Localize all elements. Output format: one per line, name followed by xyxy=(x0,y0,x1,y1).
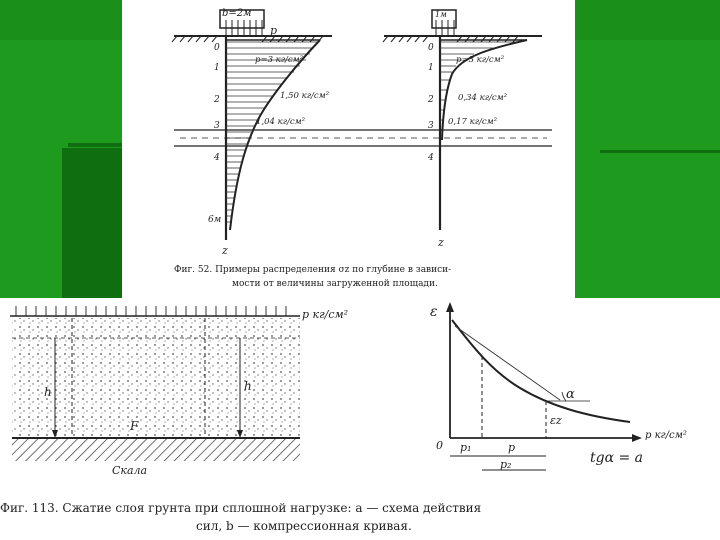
fig113-p2-label: p₂ xyxy=(500,458,512,471)
fig52-left-depth-3: 3 xyxy=(214,121,220,131)
fig52-left-z-axis-label: z xyxy=(222,244,228,257)
fig52-left-diagram xyxy=(172,8,332,257)
fig113-formula: tgα = a xyxy=(590,450,644,466)
figure-113-drawing xyxy=(0,298,720,540)
fig113-height-right: h xyxy=(244,379,252,393)
fig113-rock-label: Скала xyxy=(112,464,148,477)
fig113-caption-line1: Фиг. 113. Сжатие слоя грунта при сплошной нагрузке: a — схема действия xyxy=(0,501,482,515)
fig113-origin-label: 0 xyxy=(436,439,443,452)
fig52-left-pressure-low: 1,04 кг/см² xyxy=(256,117,306,127)
fig113-load-label: p кг/см² xyxy=(302,308,349,321)
fig52-caption-line1: Фиг. 52. Примеры распределения σz по глубине в зависи- xyxy=(174,265,452,275)
fig52-right-pressure-mid: 0,34 кг/см² xyxy=(458,93,508,103)
fig52-left-depth-2: 2 xyxy=(214,95,220,105)
fig113-p-axis-label: p кг/см² xyxy=(645,430,687,441)
fig52-left-pressure-mid: 1,50 кг/см² xyxy=(280,91,330,101)
fig52-left-load-label: p xyxy=(270,24,278,37)
fig113-alpha-label: α xyxy=(566,387,575,402)
fig52-left-depth-1: 1 xyxy=(214,63,220,73)
bg-stripe-dark-2 xyxy=(62,148,122,298)
fig52-right-depth-4: 4 xyxy=(428,153,434,163)
fig52-right-z-axis-label: z xyxy=(438,236,444,249)
fig52-right-depth-0: 0 xyxy=(428,43,434,53)
bg-stripe-light-1 xyxy=(600,150,720,153)
fig52-right-pressure-top: p=3 кг/см² xyxy=(456,55,505,65)
fig52-right-depth-3: 3 xyxy=(428,121,434,131)
fig52-left-depth-4: 4 xyxy=(214,153,220,163)
fig113-caption-line2: сил, b — компрессионная кривая. xyxy=(196,519,412,533)
figure-113-scan xyxy=(0,298,720,540)
fig52-left-depth-0: 0 xyxy=(214,43,220,53)
fig113-epsilon-axis-label: ε xyxy=(430,304,438,320)
fig113-soil-scheme xyxy=(10,306,348,477)
fig52-caption-line2: мости от величины загруженной площади. xyxy=(232,279,438,289)
fig52-right-pressure-low: 0,17 кг/см² xyxy=(448,117,498,127)
bg-stripe-light-2 xyxy=(68,143,122,147)
fig52-left-depth-6: 6м xyxy=(208,215,222,225)
fig52-right-depth-2: 2 xyxy=(428,95,434,105)
fig113-compression-curve xyxy=(430,302,687,471)
fig113-p-label: p xyxy=(508,441,516,454)
figure-52-scan xyxy=(122,0,575,298)
fig113-epsilon-z-label: εz xyxy=(550,414,562,427)
fig52-right-width-label: 1м xyxy=(435,10,447,19)
fig113-p1-label: p₁ xyxy=(460,441,472,454)
fig52-left-pressure-top: p=3 кг/см² xyxy=(255,55,304,65)
fig52-left-width-label: b=2м xyxy=(222,8,252,19)
fig113-height-left: h xyxy=(44,385,52,399)
fig113-layer-F: F xyxy=(130,419,139,433)
figure-52-drawing xyxy=(122,0,575,298)
fig52-right-depth-1: 1 xyxy=(428,63,434,73)
